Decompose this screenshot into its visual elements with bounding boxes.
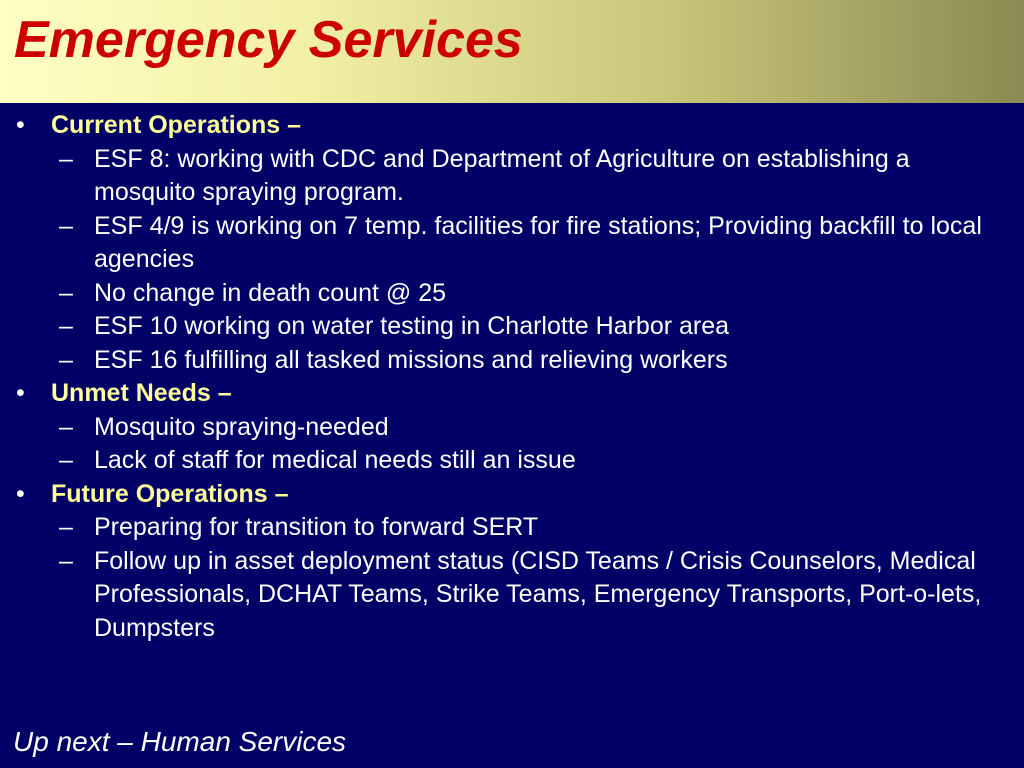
dash-icon: – <box>59 278 73 307</box>
list-item-text: ESF 16 fulfilling all tasked missions and relieving workers <box>94 345 728 374</box>
list-item <box>0 545 1024 646</box>
title-bar <box>0 0 1024 103</box>
dash-icon: – <box>59 345 73 374</box>
bullet-icon: • <box>16 479 25 508</box>
slide-content <box>0 109 1024 645</box>
section-heading-future-operations <box>0 478 1024 512</box>
list-item-text: Preparing for transition to forward SERT <box>94 513 539 541</box>
list-item <box>0 277 1024 311</box>
dash-icon: – <box>59 144 73 173</box>
section-heading-unmet-needs <box>0 377 1024 411</box>
dash-icon: – <box>59 211 73 240</box>
section-heading: Current Operations – <box>51 111 302 139</box>
dash-icon: – <box>59 412 73 441</box>
list-item <box>0 344 1024 378</box>
list-item-text: ESF 4/9 is working on 7 temp. facilities for fire stations; Providing backfill to local agencies <box>94 211 982 273</box>
bullet-icon: • <box>16 111 25 139</box>
dash-icon: – <box>59 446 73 474</box>
list-item <box>0 210 1024 277</box>
list-item <box>0 310 1024 344</box>
list-item-text: ESF 10 working on water testing in Charlotte Harbor area <box>94 312 730 340</box>
list-item <box>0 143 1024 210</box>
dash-icon: – <box>59 513 73 541</box>
list-item <box>0 444 1024 478</box>
section-heading: Unmet Needs – <box>51 379 232 407</box>
list-item-text: No change in death count @ 25 <box>94 278 447 307</box>
list-item-text: ESF 8: working with CDC and Department of Agriculture on establishing a mosquito spraying program. <box>94 144 910 206</box>
section-heading-current-operations <box>0 109 1024 143</box>
dash-icon: – <box>59 546 73 575</box>
list-item <box>0 511 1024 545</box>
section-heading: Future Operations – <box>51 479 289 508</box>
list-item-text: Mosquito spraying-needed <box>94 412 389 441</box>
list-item <box>0 411 1024 445</box>
bullet-icon: • <box>16 379 25 407</box>
list-item-text: Lack of staff for medical needs still an issue <box>94 446 576 474</box>
dash-icon: – <box>59 312 73 340</box>
slide-footer: Up next – Human Services <box>13 726 347 757</box>
slide-title: Emergency Services <box>14 11 523 69</box>
list-item-text: Follow up in asset deployment status (CISD Teams / Crisis Counselors, Medical Professionals, DCHAT Teams, Strike Teams, Emergency Transports, Port-o-lets, Dumpsters <box>94 546 982 642</box>
